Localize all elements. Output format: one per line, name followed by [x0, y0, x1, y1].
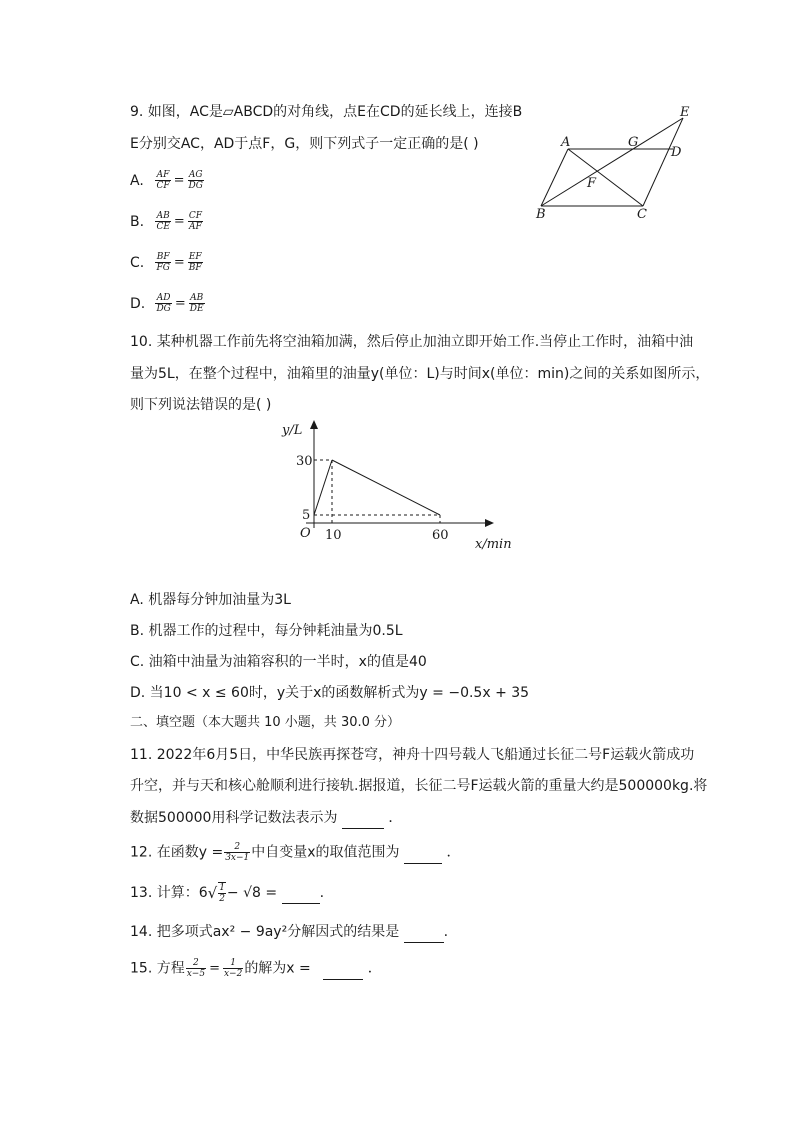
y-tick-5: 5 [302, 508, 311, 523]
fuel-line-fill [314, 460, 332, 515]
y-tick-30: 30 [296, 454, 313, 469]
answer-blank[interactable] [282, 883, 320, 904]
q9-parallelogram-figure [530, 100, 710, 225]
q10-fuel-graph [270, 418, 520, 558]
x-axis-label: x/min [475, 537, 512, 552]
segment-ac [568, 149, 643, 206]
answer-blank[interactable] [323, 959, 363, 980]
q12-end: ． [446, 844, 461, 861]
q10-option-a[interactable]: A. 机器每分钟加油量为3L [130, 592, 291, 608]
point-label-b: B [536, 207, 546, 222]
point-label-f: F [587, 176, 597, 191]
radical-sign: √ [207, 884, 218, 902]
q9-option-d[interactable]: D. $\frac{AD}{DG}$ = $\frac{AB}{DE}$ [130, 293, 204, 314]
q11-stem-line1: 11. 2022年6月5日，中华民族再探苍穹，神舟十四号载人飞船通过长征二号F运载火箭成功 [130, 747, 695, 763]
option-label: D. [130, 295, 146, 312]
fuel-line-drain [332, 460, 440, 515]
answer-blank[interactable] [342, 808, 384, 829]
y-axis-label: y/L [282, 423, 303, 438]
point-label-e: E [680, 105, 690, 120]
q9-stem-line1: 9. 如图，AC是▱ABCD的对角线，点E在CD的延长线上，连接B [130, 104, 523, 120]
y-axis-arrow-icon [310, 420, 318, 429]
fraction: $\frac{EF}{BF}$ [188, 252, 202, 273]
q9-option-b[interactable]: B. $\frac{AB}{CE}$ = $\frac{CF}{AF}$ [130, 211, 202, 232]
q11-stem-line2: 升空，并与天和核心舱顺利进行接轨.据报道，长征二号F运载火箭的重量大约是500000kg.将 [130, 778, 708, 794]
point-label-a: A [561, 135, 571, 150]
fraction: $\frac{CF}{AF}$ [188, 211, 202, 232]
point-label-d: D [671, 145, 682, 160]
x-tick-60: 60 [432, 528, 449, 543]
fraction: $\frac{1}{x-2}$ [223, 958, 243, 979]
q9-stem-line2: E分别交AC，AD于点F，G，则下列式子一定正确的是( ) [130, 136, 479, 152]
q11-stem-line3 [130, 808, 402, 829]
q15-prefix: 15. 方程 [130, 960, 185, 977]
q10-stem-line1: 10. 某种机器工作前先将空油箱加满，然后停止加油立即开始工作.当停止工作时，油箱中油 [130, 334, 694, 350]
q10-option-d[interactable]: D. 当10 < x ≤ 60时，y关于x的函数解析式为y = −0.5x + 35 [130, 685, 530, 701]
x-axis-arrow-icon [485, 519, 494, 527]
q14 [130, 922, 448, 943]
fraction: $\frac{1}{2}$ [219, 883, 225, 904]
point-label-c: C [637, 207, 647, 222]
q15-end: ． [367, 960, 382, 977]
answer-blank[interactable] [404, 922, 444, 943]
option-label: A. [130, 172, 144, 189]
q10-stem-line2: 量为5L，在整个过程中，油箱里的油量y(单位：L)与时间x(单位：min)之间的关系如图所示， [130, 366, 710, 382]
fraction: $\frac{AB}{DE}$ [189, 293, 204, 314]
q12-prefix: 12. 在函数y = [130, 844, 224, 861]
q15-suffix: 的解为x = [244, 960, 311, 977]
origin-label: O [300, 526, 311, 541]
point-label-g: G [628, 135, 639, 150]
q13 [130, 882, 324, 904]
option-label: C. [130, 254, 145, 271]
answer-blank[interactable] [404, 843, 442, 864]
segment-ce [643, 118, 683, 206]
q9-option-a[interactable]: A. $\frac{AF}{CF}$ = $\frac{AG}{DG}$ [130, 170, 203, 191]
q11-end: ． [388, 810, 403, 826]
fraction: $\frac{BF}{FG}$ [156, 252, 170, 273]
q10-option-c[interactable]: C. 油箱中油量为油箱容积的一半时，x的值是40 [130, 654, 427, 670]
q12-suffix: 中自变量x的取值范围为 [251, 844, 400, 861]
q10-option-b[interactable]: B. 机器工作的过程中，每分钟耗油量为0.5L [130, 623, 403, 639]
q11-text: 数据500000用科学记数法表示为 [130, 810, 338, 826]
q12 [130, 842, 460, 864]
fraction: $\frac{AG}{DG}$ [188, 170, 203, 191]
section-title: 二、填空题（本大题共 10 小题，共 30.0 分） [130, 715, 401, 730]
q10-stem-line3: 则下列说法错误的是( ) [130, 397, 272, 413]
fraction: $\frac{2}{x-5}$ [186, 958, 206, 979]
q14-end: . [443, 924, 449, 940]
fraction: $\frac{AF}{CF}$ [156, 170, 170, 191]
q15: 15. 方程 $\frac{2}{x-5}$ = $\frac{1}{x-2}$ 的解为x = ． [130, 958, 382, 979]
fraction: $\frac{AB}{CE}$ [156, 211, 170, 232]
fraction: $\frac{AD}{DG}$ [156, 293, 171, 314]
q14-prefix: 14. 把多项式ax² − 9ay²分解因式的结果是 [130, 924, 400, 940]
fraction: $\frac{2}{3x-1}$ [225, 842, 250, 863]
q13-end: . [319, 885, 325, 901]
q13-prefix: 13. 计算：6 [130, 885, 208, 901]
q9-option-c[interactable]: C. $\frac{BF}{FG}$ = $\frac{EF}{BF}$ [130, 252, 202, 273]
q13-middle: − √8 = [226, 885, 278, 901]
x-tick-10: 10 [325, 528, 342, 543]
option-label: B. [130, 213, 145, 230]
